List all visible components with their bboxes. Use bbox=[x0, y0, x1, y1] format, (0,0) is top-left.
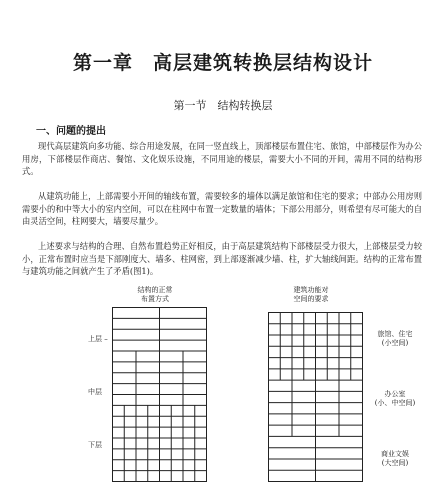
sub-heading: 一、问题的提出 bbox=[36, 126, 106, 137]
paragraph-1: 现代高层建筑向多功能、综合用途发展，在同一竖直线上，顶部楼层布置住宅、旅馆，中部楼层作为办公用房，下部楼层作商店、餐馆、文化娱乐设施，不同用途的楼层，需要大小不同的开间，需用不同的结构形式。 bbox=[22, 141, 422, 177]
left-figure-caption bbox=[120, 286, 190, 304]
right-figure-caption-line2: 空间的要求 bbox=[293, 295, 329, 303]
right-note-bottom: 商业文娱 (大空间) bbox=[381, 450, 409, 467]
paragraph-3: 上述要求与结构的合理、自然布置趋势正好相反，由于高层建筑结构下部楼层受力很大，上部楼层受力较小，正常布置时应当是下部刚度大、墙多、柱网密，到上部逐渐减少墙、柱，扩大轴线间距。结构的正常布置与建筑功能之间就产生了矛盾(图1)。 bbox=[22, 241, 422, 277]
left-level-mid-label: 中层 bbox=[88, 388, 102, 396]
left-level-bottom-label: 下层 bbox=[88, 441, 102, 449]
right-note-top: 旅馆、住宅 (小空间) bbox=[377, 330, 413, 347]
left-level-top-label: 上层 – bbox=[88, 335, 108, 343]
chapter-title: 第一章 高层建筑转换层结构设计 bbox=[72, 52, 373, 74]
section-title: 第一节 结构转换层 bbox=[173, 99, 273, 112]
left-figure-caption-line1: 结构的正常 bbox=[137, 286, 173, 294]
right-note-mid: 办公室 (小、中空间) bbox=[374, 390, 416, 407]
right-building-grid bbox=[268, 312, 364, 483]
left-building-grid bbox=[112, 307, 208, 483]
paragraph-2: 从建筑功能上，上部需要小开间的轴线布置，需要较多的墙体以满足旅馆和住宅的要求；中部办公用房则需要小的和中等大小的室内空间，可以在柱网中布置一定数量的墙体；下部公用部分，则希望有尽可能大的自由灵活空间，柱网要大，墙要尽量少。 bbox=[22, 191, 422, 227]
left-figure-caption-line2: 布置方式 bbox=[141, 295, 169, 303]
right-figure-caption bbox=[276, 286, 346, 304]
right-figure-caption-line1: 建筑功能对 bbox=[293, 286, 329, 294]
